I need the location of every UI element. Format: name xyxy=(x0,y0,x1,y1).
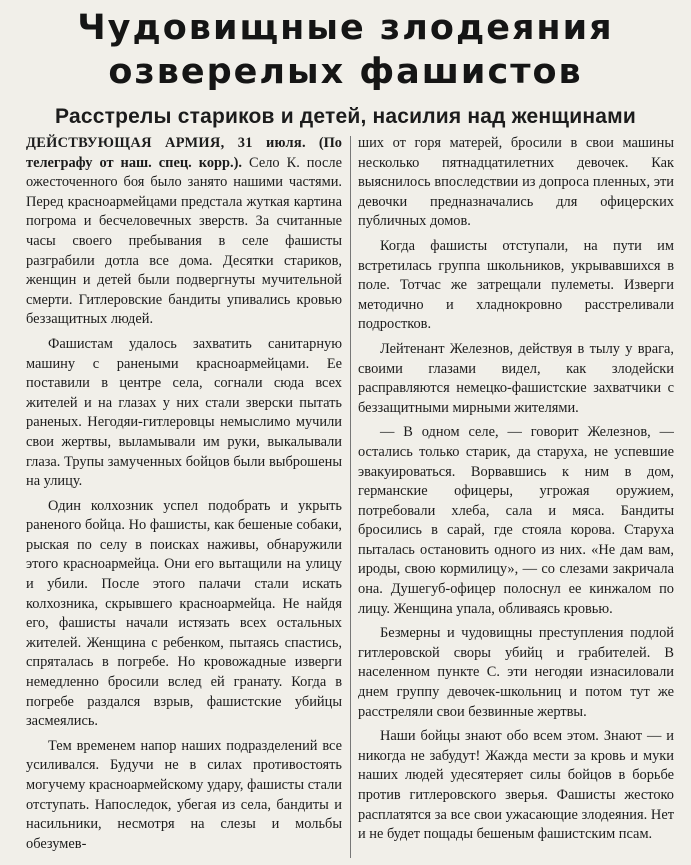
paragraph: Лейтенант Железнов, действуя в тылу у врага, своими глазами видел, как злодейски расправляются немецко-фашистские захватчики с беззащитными мирными жителями. xyxy=(358,340,674,416)
paragraph: Фашистам удалось захватить санитарную машину с ранеными красноармейцами. Ее поставили в центре села, согнали сюда всех жителей и на глазах у них стали зверски пытать раненых. Негодяи-гитлеровцы немыслимо мучили свои жертвы, выламывали им руки, выкалывали глаза. Трупы замученных бойцов были выброшены на улицу. xyxy=(26,335,342,490)
article-columns xyxy=(26,134,674,858)
column-left xyxy=(26,134,342,858)
paragraph: Тем временем напор наших подразделений все усиливался. Будучи не в силах противостоять могучему красноармейскому удару, фашисты стали отступать. Напоследок, убегая из села, бандиты и насильники, несмотря на слезы и мольбы обезумев- xyxy=(26,737,342,852)
column-right xyxy=(358,134,674,858)
dateline: ДЕЙСТВУЮЩАЯ АРМИЯ, 31 июля. xyxy=(26,135,306,151)
paragraph: Когда фашисты отступали, на пути им встретилась группа школьников, укрывавшихся в поле. Тотчас же затрещали пулеметы. Изверги методично и хладнокровно расстреливали подростков. xyxy=(358,237,674,333)
paragraph: Безмерны и чудовищны преступления подлой гитлеровской своры убийц и грабителей. В населенном пункте С. эти негодяи изнасиловали днем группу девочек-школьниц и потом тут же расстреляли свои безвинные жертвы. xyxy=(358,625,674,720)
headline-line-2: озверелых фашистов xyxy=(108,52,583,92)
paragraph: — В одном селе, — говорит Железнов, — остались только старик, да старуха, не успевшие эвакуироваться. Ворвавшись к ним в дом, германские офицеры, угрожая оружием, потребовали хлеба, сала и мяса. Бандиты бросились в сарай, где стояла корова. Старуха пыталась остановить одного из них. «Не дам вам, ироды, свою кормилицу», — со слезами закричала она. Душегуб-офицер полоснул ее кинжалом по лицу. Женщина упала, обливаясь кровью. xyxy=(358,424,674,617)
headline-line-1: Чудовищные злодеяния xyxy=(77,8,614,48)
subheadline: Расстрелы стариков и детей, насилия над женщинами xyxy=(55,105,636,128)
paragraph: ших от горя матерей, бросили в свои машины несколько пятнадцатилетних девочек. Как выяснилось впоследствии из допроса пленных, эти девочки предназначались для офицерских публичных домов. xyxy=(358,135,674,230)
paragraph: Село К. после ожесточенного боя было занято нашими частями. Перед красноармейцами предстала жуткая картина погрома и бесчеловечных зверств. За считанные часы своего пребывания в селе фашисты разграбили дотла все дома. Десятки стариков, женщин и детей были подвергнуты мучительной смерти. Гитлеровские бандиты упивались кровью беззащитных людей. xyxy=(26,154,342,328)
headline xyxy=(0,0,691,94)
source-credit: (По телеграфу от наш. спец. корр.). xyxy=(26,135,342,171)
lead-paragraph xyxy=(26,134,342,330)
column-divider xyxy=(350,136,351,858)
paragraph: Один колхозник успел подобрать и укрыть раненого бойца. Но фашисты, как бешеные собаки, рыская по селу в поисках наживы, обнаружили этого красноармейца. Они его вытащили на улицу и убили. После этого палачи стали искать колхозника, скрывшего красноармейца. Не найдя его, фашисты начали истязать всех остальных жителей. Женщина с ребенком, пытаясь спастись, спряталась в погребе. Но кровожадные изверги немедленно бросили вслед ей гранату. Когда в погребе раздался взрыв, фашистские убийцы засмеялись. xyxy=(26,497,342,730)
paragraph: Наши бойцы знают обо всем этом. Знают — и никогда не забудут! Жажда мести за кровь и муки наших людей удесятеряет силы бойцов в борьбе против гитлеровского зверья. Фашисты жестоко расплатятся за все свои ужасающие злодеяния. Нет и не будет пощады бешеным фашистским псам. xyxy=(358,728,674,843)
